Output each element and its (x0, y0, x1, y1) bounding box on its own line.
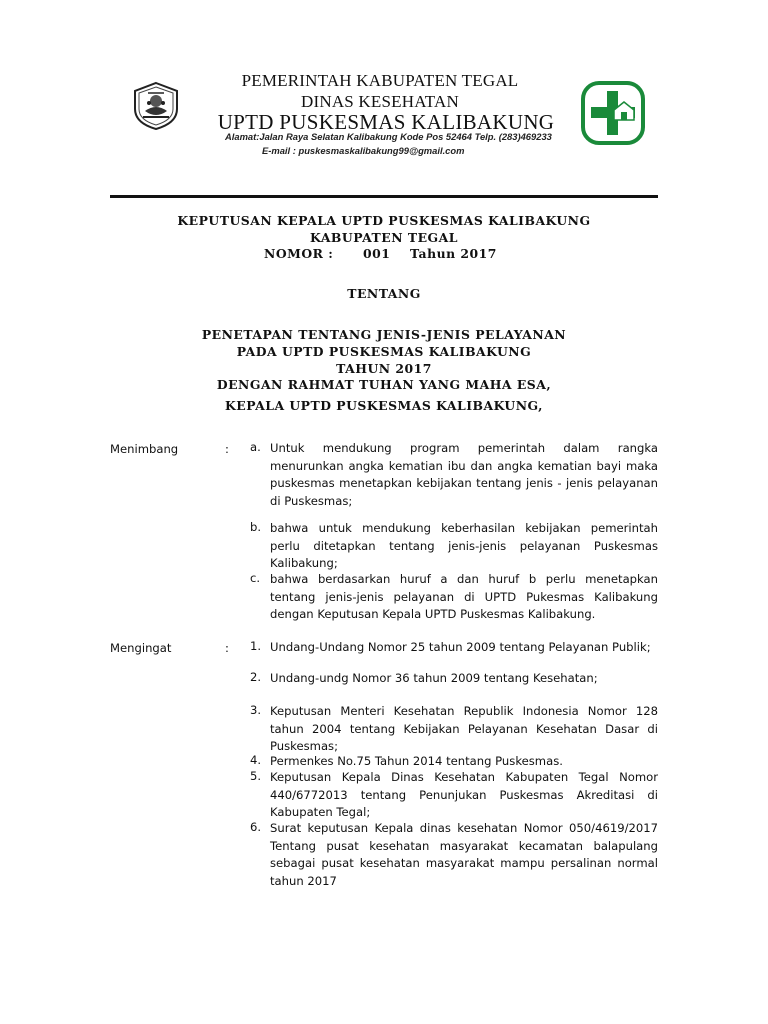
list-item-text: Permenkes No.75 Tahun 2014 tentang Puskesmas. (270, 754, 563, 768)
list-marker: 1. (250, 639, 262, 653)
list-marker: c. (250, 571, 261, 585)
mengingat-item (250, 769, 658, 822)
mengingat-item (250, 753, 658, 771)
letterhead-government: PEMERINTAH KABUPATEN TEGAL (241, 71, 519, 90)
list-marker: 4. (250, 753, 262, 767)
decree-title-regency: KABUPATEN TEGAL (310, 230, 458, 245)
menimbang-item (250, 440, 658, 510)
decree-year: Tahun 2017 (410, 246, 497, 261)
list-item-text: Surat keputusan Kepala dinas kesehatan Nomor 050/4619/2017 Tentang pusat kesehatan masyarakat kecamatan balapulang sebagai pusat kesehatan masyarakat mampu persalinan normal tahun 2017 (270, 821, 658, 888)
rahmat-line: DENGAN RAHMAT TUHAN YANG MAHA ESA, (216, 377, 552, 392)
letterhead-department: DINAS KESEHATAN (301, 92, 459, 111)
menimbang-label: Menimbang (110, 442, 179, 456)
puskesmas-cross-logo-icon (580, 80, 646, 146)
tentang-heading: TENTANG (347, 286, 421, 301)
list-item-text: Undang-Undang Nomor 25 tahun 2009 tentang Pelayanan Publik; (270, 640, 651, 654)
kepala-line: KEPALA UPTD PUSKESMAS KALIBAKUNG, (225, 398, 543, 413)
menimbang-item (250, 571, 658, 624)
subject-line-1: PENETAPAN TENTANG JENIS-JENIS PELAYANAN (201, 327, 567, 342)
letterhead-email: E-mail : puskesmaskalibakung99@gmail.com (262, 145, 465, 156)
list-item-text: bahwa berdasarkan huruf a dan huruf b perlu menetapkan tentang jenis-jenis pelayanan di UPTD Pukesmas Kalibakung dengan Keputusan Kepala UPTD Puskesmas Kalibakung. (270, 572, 658, 621)
list-item-text: Keputusan Menteri Kesehatan Republik Indonesia Nomor 128 tahun 2004 tentang Kebijakan Pelayanan Kesehatan Dasar di Puskesmas; (270, 704, 658, 753)
mengingat-item (250, 820, 658, 890)
menimbang-item (250, 520, 658, 573)
decree-number-value: 001 (362, 246, 391, 261)
list-marker: 6. (250, 820, 262, 834)
list-item-text: bahwa untuk mendukung keberhasilan kebijakan pemerintah perlu ditetapkan tentang jenis-jenis pelayanan Puskesmas Kalibakung; (270, 521, 658, 570)
decree-number-label: NOMOR : (264, 246, 334, 261)
letterhead-divider (110, 195, 658, 198)
list-marker: b. (250, 520, 262, 534)
menimbang-colon: : (225, 442, 229, 456)
letterhead-address: Alamat:Jalan Raya Selatan Kalibakung Kode Pos 52464 Telp. (283)469233 (225, 131, 552, 142)
subject-line-2: PADA UPTD PUSKESMAS KALIBAKUNG (236, 344, 532, 359)
list-marker: a. (250, 440, 261, 454)
list-marker: 5. (250, 769, 262, 783)
list-item-text: Untuk mendukung program pemerintah dalam rangka menurunkan angka kematian ibu dan angka kematian bayi maka puskesmas menetapkan kebijakan tentang jenis - jenis pelayanan di Puskesmas; (270, 441, 658, 508)
decree-number (264, 246, 497, 261)
mengingat-item (250, 639, 658, 657)
mengingat-label: Mengingat (110, 641, 172, 655)
subject-line-3: TAHUN 2017 (336, 361, 432, 376)
decree-title: KEPUTUSAN KEPALA UPTD PUSKESMAS KALIBAKUNG (177, 213, 591, 228)
list-item-text: Undang-undg Nomor 36 tahun 2009 tentang Kesehatan; (270, 671, 598, 685)
mengingat-colon: : (225, 641, 229, 655)
mengingat-item (250, 703, 658, 756)
list-marker: 3. (250, 703, 262, 717)
mengingat-item (250, 670, 658, 688)
regency-crest-icon (131, 81, 181, 131)
letterhead-institution: UPTD PUSKESMAS KALIBAKUNG (217, 110, 555, 134)
list-marker: 2. (250, 670, 262, 684)
list-item-text: Keputusan Kepala Dinas Kesehatan Kabupaten Tegal Nomor 440/6772013 tentang Penunjukan Puskesmas Akreditasi di Kabupaten Tegal; (270, 770, 658, 819)
